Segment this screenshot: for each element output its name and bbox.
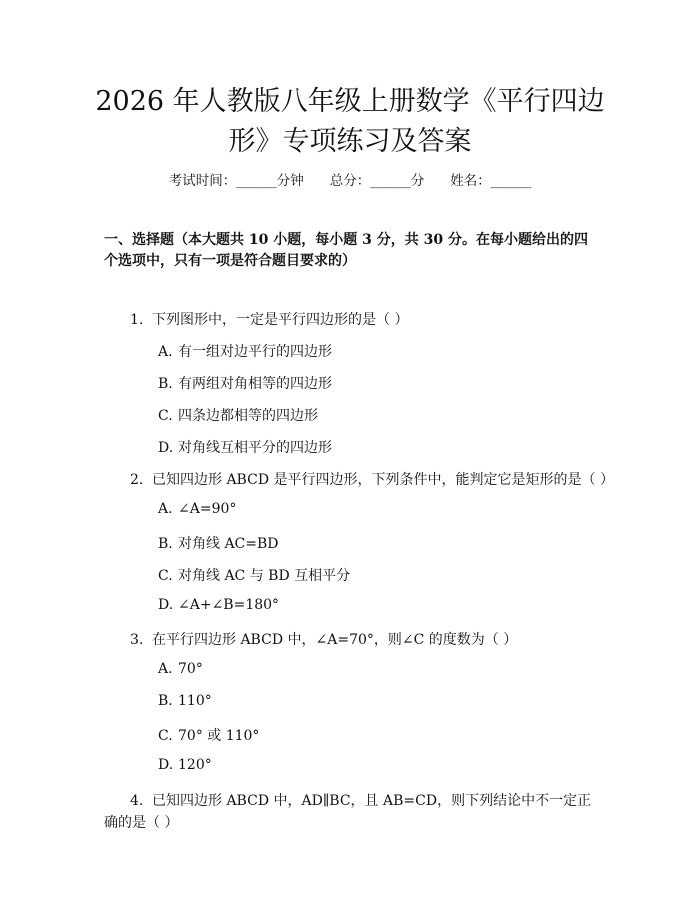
option-letter: D. [158,757,174,773]
question-text: 下列图形中，一定是平行四边形的是（ ） [152,312,409,328]
question-2 [130,469,614,489]
page-title [0,82,700,162]
option-text: 120° [178,757,212,773]
exam-meta [0,169,700,189]
option-text: ∠A+∠B=180° [178,597,280,613]
option-letter: B. [158,536,173,552]
option-letter: B. [158,376,173,392]
question-text: 已知四边形 ABCD 中，AD∥BC，且 AB=CD，则下列结论中不一定正确的是（ ） [104,793,592,831]
question-number: 2. [130,472,144,488]
option-letter: A. [158,661,173,677]
option-text: 有一组对边平行的四边形 [178,344,332,360]
question-number: 4. [130,793,144,809]
option-1b [158,373,332,393]
option-text: 70° 或 110° [178,728,260,744]
exam-time: 考试时间：______分钟 [168,173,304,189]
option-letter: A. [158,501,173,517]
option-text: 四条边都相等的四边形 [178,408,318,424]
title-line-2: 形》专项练习及答案 [228,126,472,157]
question-number: 1. [130,312,144,328]
section-heading-choice: 一、选择题（本大题共 10 小题，每小题 3 分，共 30 分。在每小题给出的四个选项中，只有一项是符合题目要求的） [104,232,588,269]
option-text: 对角线 AC=BD [178,536,279,552]
option-2d [158,597,279,613]
option-letter: D. [158,597,174,613]
option-text: 对角线 AC 与 BD 互相平分 [178,568,351,584]
question-number: 3. [130,632,144,648]
option-text: 有两组对角相等的四边形 [178,376,332,392]
option-text: ∠A=90° [178,501,237,517]
option-3c [158,725,259,745]
option-3b [158,693,212,709]
option-letter: C. [158,408,173,424]
option-letter: D. [158,440,174,456]
option-letter: C. [158,728,173,744]
option-letter: B. [158,693,173,709]
student-name: 姓名：______ [450,173,532,189]
option-2a [158,501,236,517]
option-text: 对角线互相平分的四边形 [178,440,332,456]
exam-score: 总分：______分 [329,173,425,189]
option-3d [158,757,212,773]
option-3a [158,661,203,677]
option-1d [158,437,332,457]
option-letter: A. [158,344,173,360]
option-2c [158,565,350,585]
option-letter: C. [158,568,173,584]
option-2b [158,533,279,553]
option-text: 110° [178,693,212,709]
question-text: 在平行四边形 ABCD 中，∠A=70°，则∠C 的度数为（ ） [152,632,518,648]
option-1a [158,341,332,361]
question-4 [104,790,598,834]
question-3 [130,629,517,649]
option-text: 70° [178,661,203,677]
question-text: 已知四边形 ABCD 是平行四边形，下列条件中，能判定它是矩形的是（ ） [152,472,614,488]
question-1 [130,309,408,329]
title-line-1: 2026 年人教版八年级上册数学《平行四边 [95,86,605,117]
option-1c [158,405,318,425]
